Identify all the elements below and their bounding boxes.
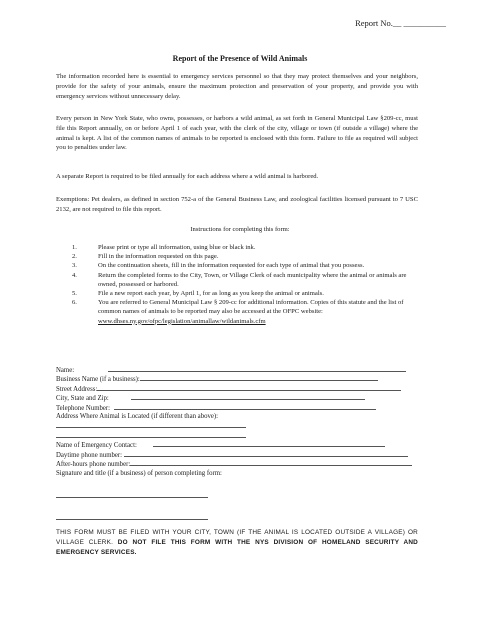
signature-title-field xyxy=(56,469,222,478)
daytime-phone-input-line[interactable] xyxy=(124,450,408,457)
signature-title-label: Signature and title (if a business) of person completing form: xyxy=(56,470,222,477)
page-title: Report of the Presence of Wild Animals xyxy=(172,54,308,63)
afterhours-phone-input-line[interactable] xyxy=(130,459,412,466)
instruction-item: 5. File a new report each year, by April 1, for as long as you keep the animal or animals. xyxy=(72,290,324,298)
street-address-input-line[interactable] xyxy=(97,384,401,391)
afterhours-phone-label: After-hours phone number: xyxy=(56,461,131,468)
daytime-phone-label: Daytime phone number: xyxy=(56,452,123,459)
animal-address-line-2[interactable] xyxy=(56,431,246,438)
instruction-item: 1. Please print or type all information, using blue or black ink. xyxy=(72,244,256,251)
telephone-label: Telephone Number: xyxy=(56,405,111,412)
emergency-contact-label: Name of Emergency Contact: xyxy=(56,442,137,449)
name-label: Name: xyxy=(56,367,75,374)
filing-notice-text: THIS FORM MUST BE FILED WITH YOUR CITY, TOWN (IF THE ANIMAL IS LOCATED OUTSIDE A VILLAGE) OR VILLAGE CLERK. xyxy=(56,529,418,546)
city-state-zip-field[interactable] xyxy=(56,393,365,403)
emergency-contact-field[interactable] xyxy=(56,440,385,450)
instructions-list xyxy=(56,243,418,326)
legal-requirement-paragraph: Every person in New York State, who owns, possesses, or harbors a wild animal, as set forth in General Municipal Law §209-cc, must file this Report annually, on or before April 1 of each year, with the clerk of the city, village or town (if outside a village) where the animal is kept. A list of the common names of animals to be reported is enclosed with this form. Failure to file as required will subject you to penalties under law. xyxy=(56,115,418,152)
animal-address-field xyxy=(56,412,218,421)
afterhours-phone-field[interactable] xyxy=(56,459,412,469)
street-address-label: Street Address: xyxy=(56,386,98,393)
intro-paragraph: The information recorded here is essential to emergency services personnel so that they may protect themselves and your neighbors, provide for the safety of your animals, ensure the maximum protection and preservation of your property, and provide you with emergency services without unnecessary delay. xyxy=(56,73,418,100)
telephone-input-line[interactable] xyxy=(114,403,376,410)
business-name-label: Business Name (if a business): xyxy=(56,376,140,383)
signature-line[interactable] xyxy=(56,497,208,498)
instruction-item: 2. Fill in the information requested on this page. xyxy=(72,253,219,261)
instructions-heading: Instructions for completing this form: xyxy=(190,226,290,233)
title-line[interactable] xyxy=(56,519,208,520)
city-state-zip-input-line[interactable] xyxy=(131,393,365,400)
exemptions-paragraph: Exemptions: Pet dealers, as defined in section 752-a of the General Business Law, and zoological facilities licensed pursuant to 7 USC 2132, are not required to file this report. xyxy=(56,196,418,213)
city-state-zip-label: City, State and Zip: xyxy=(56,395,109,402)
animal-address-label: Address Where Animal is Located (if different than above): xyxy=(56,413,219,420)
filing-notice xyxy=(56,528,418,558)
animal-address-line-1[interactable] xyxy=(56,421,246,428)
separate-report-paragraph: A separate Report is required to be filed annually for each address where a wild animal is harbored. xyxy=(56,173,319,180)
business-name-field[interactable] xyxy=(56,374,378,384)
name-input-line[interactable] xyxy=(108,365,406,372)
instruction-item: 4. Return the completed forms to the City, Town, or Village Clerk of each municipality where the animal or animals are owned, possessed or harbored. xyxy=(72,271,407,288)
emergency-contact-input-line[interactable] xyxy=(153,440,385,447)
report-number: Report No.__ __________ xyxy=(355,18,446,28)
instruction-item: 3. On the continuation sheets, fill in the information requested for each type of animal that you possess. xyxy=(72,262,365,270)
instruction-item: 6. You are referred to General Municipal Law § 209-cc for additional information. Copies of this statute and the list of common names of animals to be reported may also be accessed at the OFPC website: www.dhses.ny.gov/ofpc/legislation/animallaw/wildanimals.cfm xyxy=(72,299,404,325)
business-name-input-line[interactable] xyxy=(140,374,378,381)
filing-notice-warning: DO NOT FILE THIS FORM WITH THE NYS DIVISION OF HOMELAND SECURITY AND EMERGENCY SERVICES. xyxy=(56,539,418,556)
ofpc-website-link[interactable]: www.dhses.ny.gov/ofpc/legislation/animallaw/wildanimals.cfm xyxy=(98,317,266,325)
